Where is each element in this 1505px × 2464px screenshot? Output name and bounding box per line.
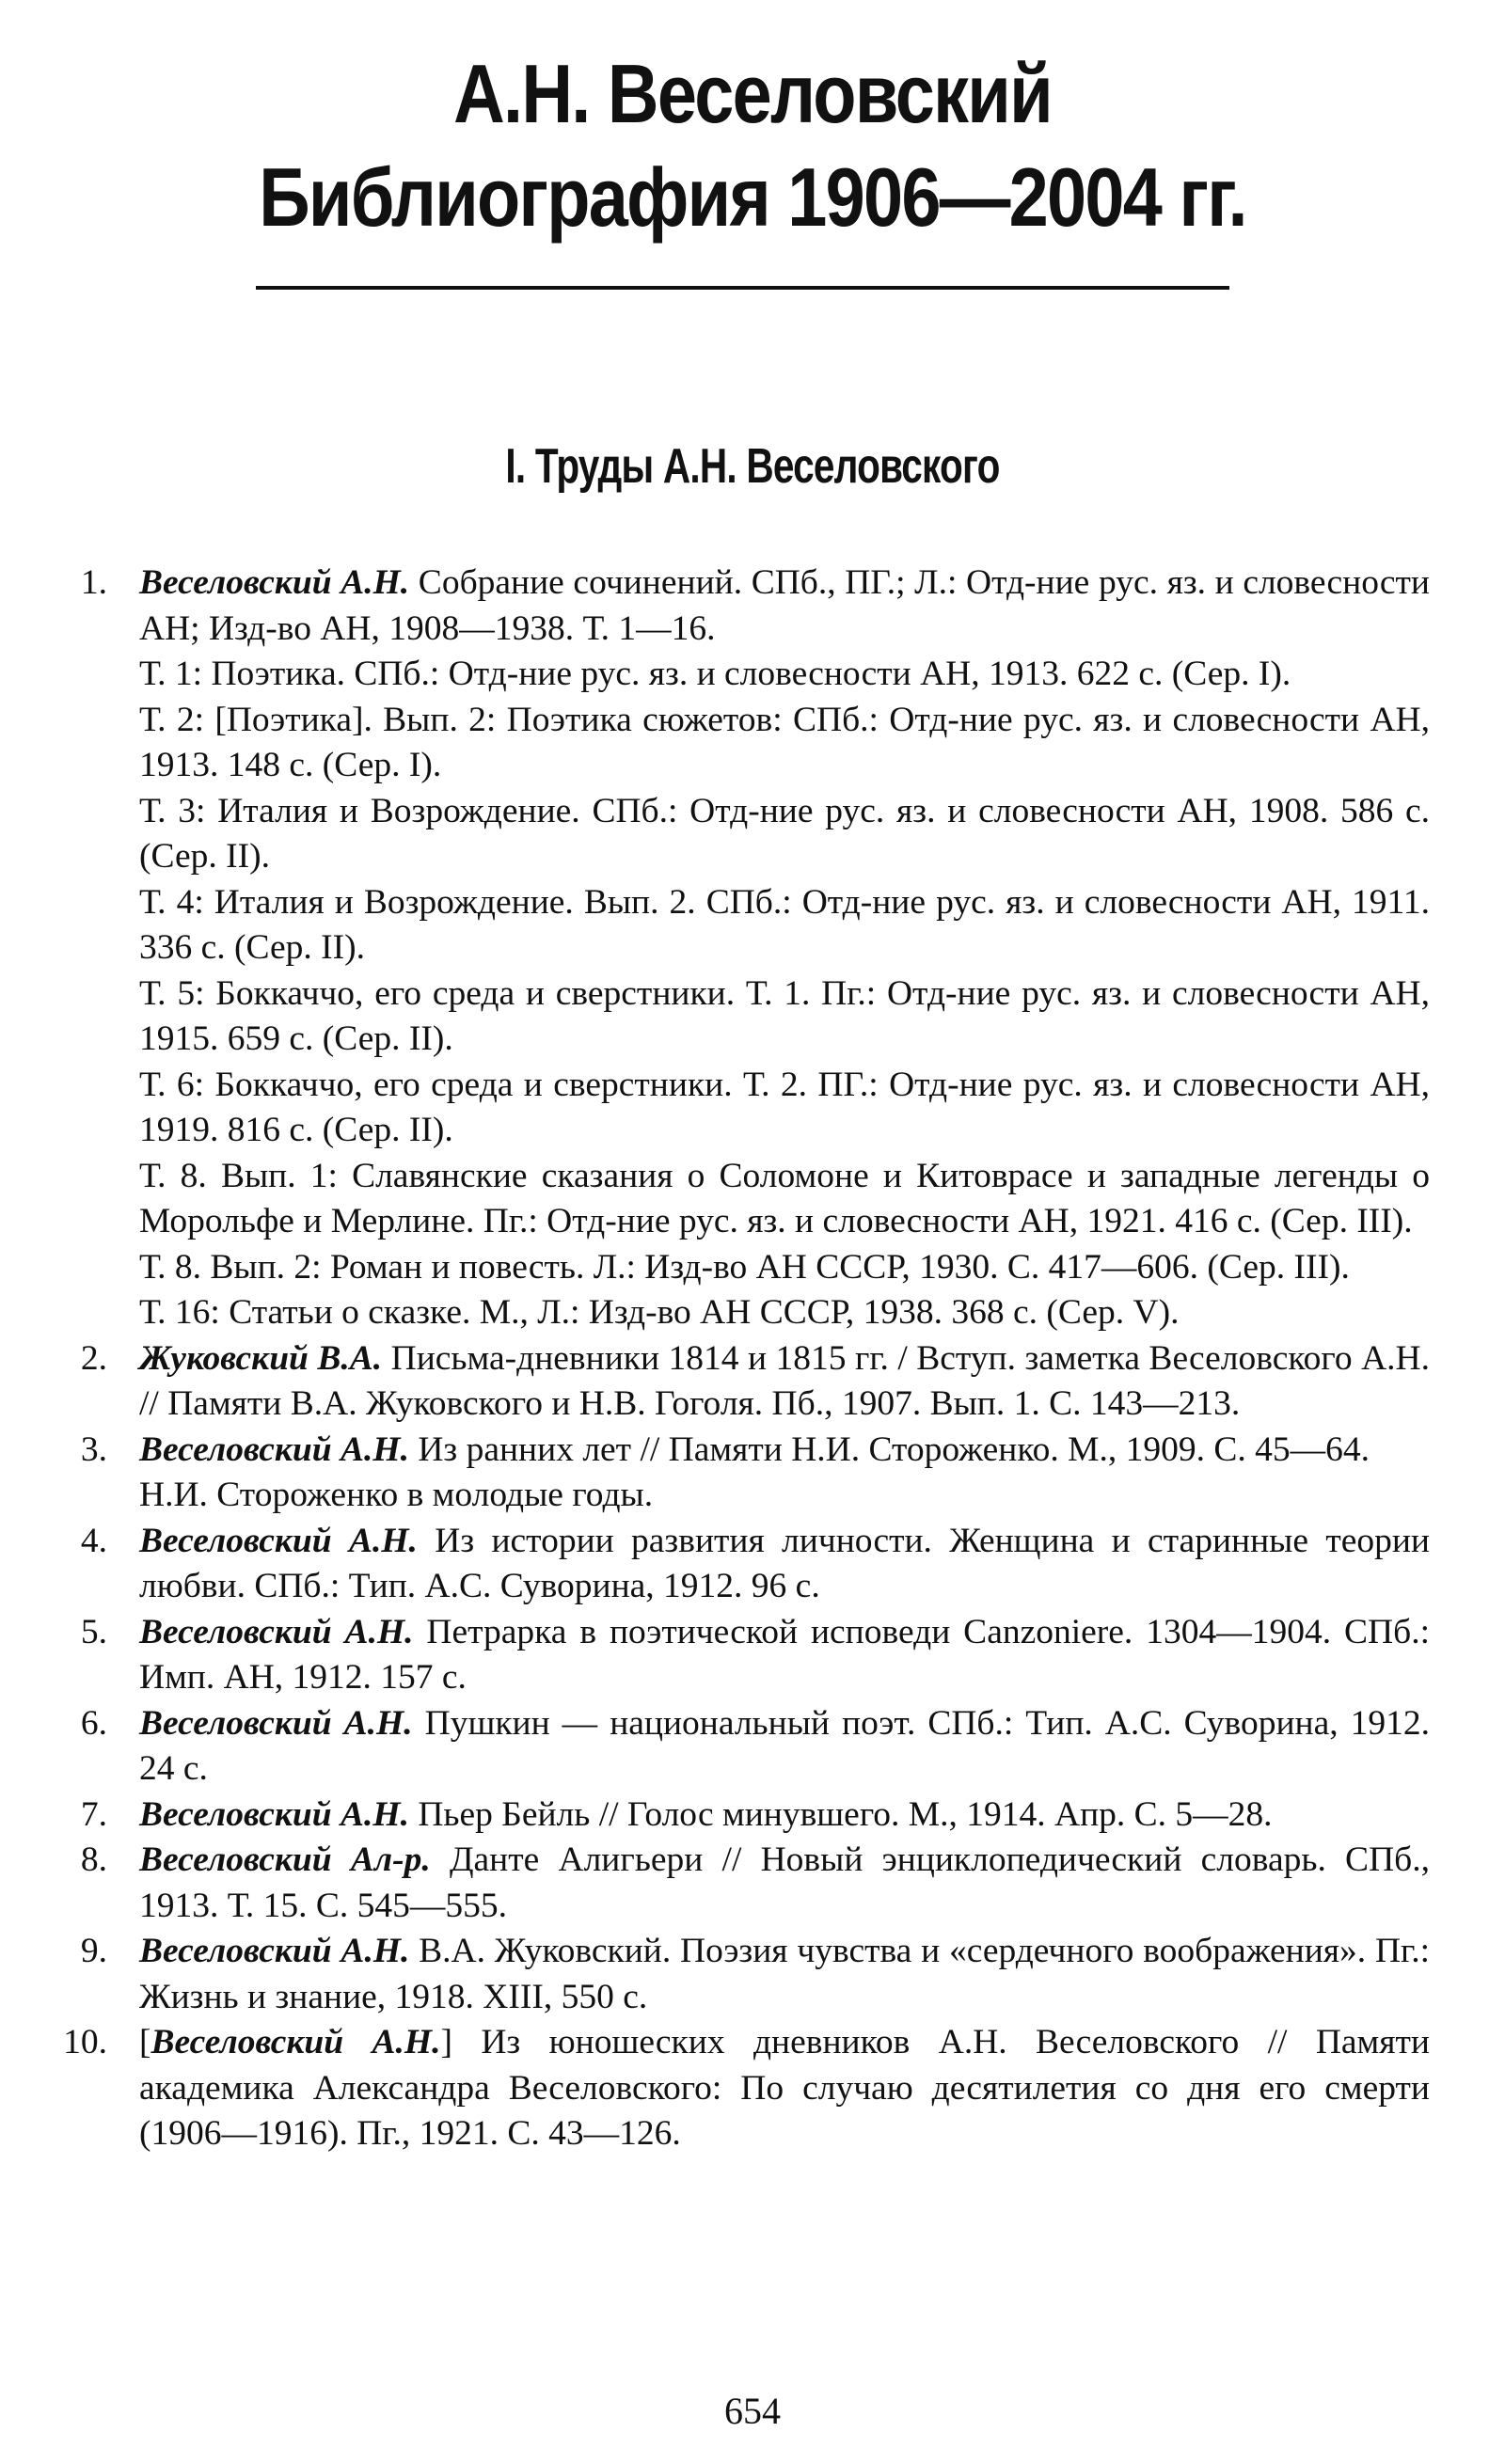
entry-text: Письма-дневники 1814 и 1815 гг. / Вступ. заметка Веселовского А.Н. // Памяти В.А. Жуковского и Н.В. Гоголя. Пб., 1907. Вып. 1. С. 143—213. xyxy=(139,1338,1430,1423)
entry-volume: Т. 8. Вып. 2: Роман и повесть. Л.: Изд-во АН СССР, 1930. С. 417—606. (Сер. III). xyxy=(139,1247,1350,1287)
entry-note: Н.И. Стороженко в молодые годы. xyxy=(139,1476,654,1514)
page-number: 654 xyxy=(724,2390,781,2432)
entry-number: 5. xyxy=(80,1612,107,1651)
entry-author: Веселовский А.Н. xyxy=(139,1521,418,1560)
entry-volume: Т. 6: Боккаччо, его среда и сверстники. Т. 2. ПГ.: Отд-ние рус. яз. и словесности АН, 1919. 816 с. (Сер. II). xyxy=(139,1065,1430,1149)
bibliography-entry-2 xyxy=(0,1336,1505,1428)
entry-main xyxy=(139,1793,1430,1839)
entry-text: В.А. Жуковский. Поэзия чувства и «сердечного воображения». Пг.: Жизнь и знание, 1918. XIII, 550 с. xyxy=(139,1932,1431,2016)
entry-text: Из юношеских дневников А.Н. Веселовского // Памяти академика Александра Веселовского: По случаю десятилетия со дня его смерти (1906—1916). Пг., 1921. С. 43—126. xyxy=(139,2023,1430,2153)
page-title-line-1: А.Н. Веселовский xyxy=(453,47,1052,140)
entry-number: 7. xyxy=(80,1794,107,1834)
entry-author: Веселовский А.Н. xyxy=(139,1794,409,1834)
bibliography-entry-1 xyxy=(0,561,1505,1336)
entry-text: Данте Алигьери // Новый энциклопедический словарь. СПб., 1913. Т. 15. С. 545—555. xyxy=(139,1840,1430,1925)
entry-bracket-close: ] xyxy=(440,2023,452,2061)
entry-number: 1. xyxy=(80,563,107,602)
bibliography-list xyxy=(0,561,1505,2157)
page-title-line-2: Библиография 1906—2004 гг. xyxy=(259,150,1246,244)
title-divider xyxy=(256,286,1229,290)
entry-text: Петрарка в поэтической исповеди Canzoniere. 1304—1904. СПб.: Имп. АН, 1912. 157 с. xyxy=(139,1612,1430,1697)
entry-number: 8. xyxy=(80,1840,107,1879)
bibliography-entry-10 xyxy=(0,2020,1505,2157)
entry-number: 4. xyxy=(80,1521,107,1560)
entry-volume: Т. 16: Статьи о сказке. М., Л.: Изд-во АН СССР, 1938. 368 с. (Сер. V). xyxy=(139,1293,1180,1332)
entry-main xyxy=(139,1838,1430,1929)
entry-volume: Т. 1: Поэтика. СПб.: Отд-ние рус. яз. и словесности АН, 1913. 622 с. (Сер. I). xyxy=(139,655,1291,693)
bibliography-entry-4 xyxy=(0,1519,1505,1610)
entry-text: Собрание сочинений. СПб., ПГ.; Л.: Отд-ние рус. яз. и словесности АН; Изд-во АН, 1908—1938. Т. 1—16. xyxy=(139,563,1430,648)
entry-author: Веселовский А.Н. xyxy=(150,2023,441,2061)
entry-main xyxy=(139,1701,1430,1793)
entry-bracket-open: [ xyxy=(139,2023,151,2061)
entry-volume: Т. 5: Боккаччо, его среда и сверстники. Т. 1. Пг.: Отд-ние рус. яз. и словесности АН, 1915. 659 с. (Сер. II). xyxy=(139,973,1430,1058)
entry-main xyxy=(139,1519,1430,1610)
entry-author: Веселовский Ал-р. xyxy=(139,1840,431,1879)
entry-volume: Т. 4: Италия и Возрождение. Вып. 2. СПб.: Отд-ние рус. яз. и словесности АН, 1911. 336 с. (Сер. II). xyxy=(139,882,1430,967)
entry-text: Пьер Бейль // Голос минувшего. М., 1914. Апр. С. 5—28. xyxy=(408,1794,1273,1834)
entry-author: Веселовский А.Н. xyxy=(139,1703,413,1743)
entry-text: Пушкин — национальный поэт. СПб.: Тип. А.С. Суворина, 1912. 24 с. xyxy=(139,1703,1430,1788)
entry-text: Из истории развития личности. Женщина и старинные теории любви. СПб.: Тип. А.С. Суворина, 1912. 96 с. xyxy=(139,1521,1430,1605)
entry-number: 10. xyxy=(63,2023,107,2061)
entry-main xyxy=(139,1336,1430,1428)
bibliography-entry-9 xyxy=(0,1929,1505,2020)
entry-main xyxy=(139,1428,1430,1474)
entry-main xyxy=(139,1929,1430,2020)
entry-number: 6. xyxy=(80,1703,107,1743)
entry-text: Из ранних лет // Памяти Н.И. Стороженко. М., 1909. С. 45—64. xyxy=(408,1429,1370,1469)
entry-main xyxy=(139,2020,1430,2157)
entry-number: 3. xyxy=(80,1429,107,1469)
entry-volume: Т. 2: [Поэтика]. Вып. 2: Поэтика сюжетов: СПб.: Отд-ние рус. яз. и словесности АН, 1913. 148 с. (Сер. I). xyxy=(139,700,1430,784)
entry-author: Жуковский В.А. xyxy=(139,1338,383,1378)
bibliography-entry-6 xyxy=(0,1701,1505,1793)
bibliography-entry-5 xyxy=(0,1610,1505,1701)
entry-number: 2. xyxy=(80,1338,107,1378)
entry-number: 9. xyxy=(80,1932,107,1970)
bibliography-entry-8 xyxy=(0,1838,1505,1929)
entry-author: Веселовский А.Н. xyxy=(139,1932,410,1970)
entry-volume: Т. 8. Вып. 1: Славянские сказания о Соломоне и Китоврасе и западные легенды о Морольфе и Мерлине. Пг.: Отд-ние рус. яз. и словесности АН, 1921. 416 с. (Сер. III). xyxy=(139,1156,1430,1240)
entry-main xyxy=(139,561,1430,652)
entry-author: Веселовский А.Н. xyxy=(139,563,410,602)
entry-volume: Т. 3: Италия и Возрождение. СПб.: Отд-ние рус. яз. и словесности АН, 1908. 586 с. (Сер. II). xyxy=(139,791,1430,876)
entry-author: Веселовский А.Н. xyxy=(139,1429,409,1469)
section-heading: I. Труды А.Н. Веселовского xyxy=(505,439,1000,494)
entry-author: Веселовский А.Н. xyxy=(139,1612,414,1651)
bibliography-entry-7 xyxy=(0,1793,1505,1839)
bibliography-entry-3 xyxy=(0,1428,1505,1519)
entry-main xyxy=(139,1610,1430,1701)
